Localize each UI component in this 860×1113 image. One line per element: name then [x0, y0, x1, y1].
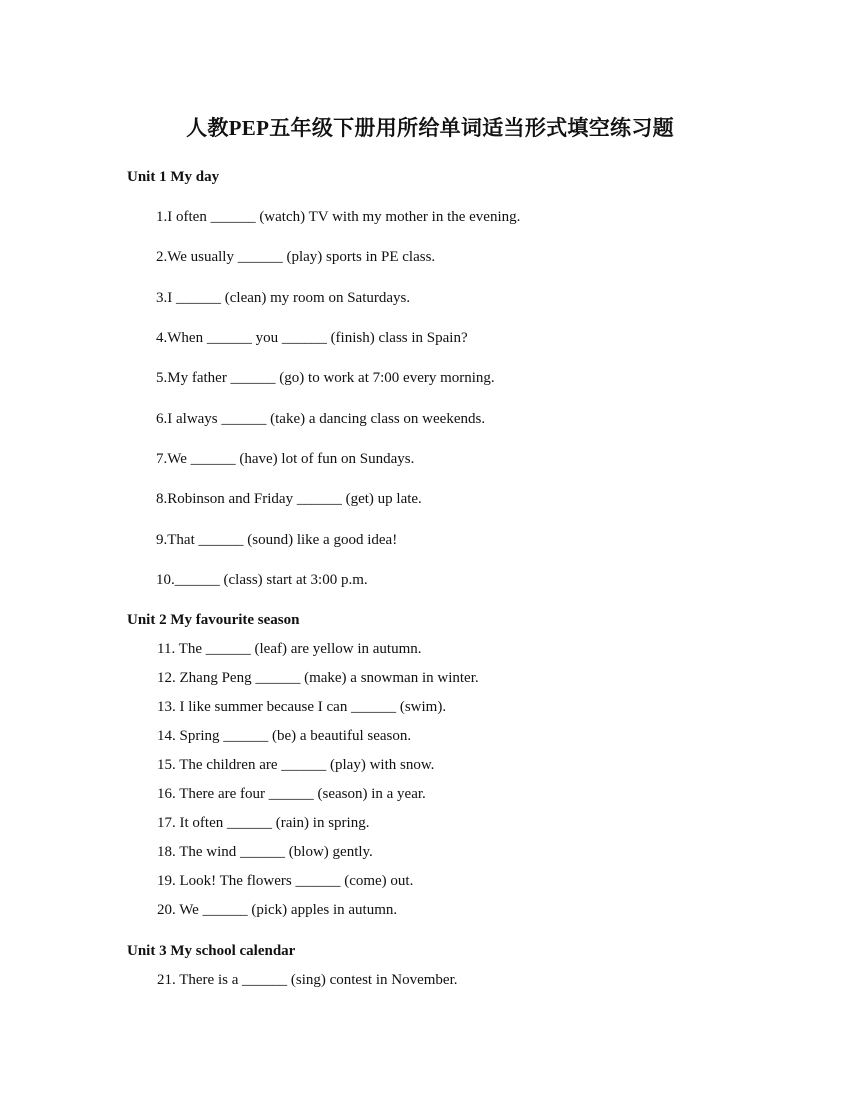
exercise-item-17: 17. It often ______ (rain) in spring. — [157, 815, 370, 831]
exercise-item-21: 21. There is a ______ (sing) contest in November. — [157, 972, 458, 988]
exercise-item-7: 7.We ______ (have) lot of fun on Sundays. — [156, 451, 415, 467]
unit-3-heading: Unit 3 My school calendar — [127, 943, 296, 959]
exercise-item-13: 13. I like summer because I can ______ (swim). — [157, 699, 447, 715]
exercise-item-19: 19. Look! The flowers ______ (come) out. — [157, 873, 414, 889]
exercise-item-15: 15. The children are ______ (play) with snow. — [157, 757, 435, 773]
exercise-item-8: 8.Robinson and Friday ______ (get) up late. — [156, 491, 422, 507]
exercise-item-1: 1.I often ______ (watch) TV with my mother in the evening. — [156, 209, 521, 225]
exercise-item-3: 3.I ______ (clean) my room on Saturdays. — [156, 290, 411, 306]
exercise-item-9: 9.That ______ (sound) like a good idea! — [156, 532, 398, 548]
exercise-item-20: 20. We ______ (pick) apples in autumn. — [157, 902, 398, 918]
page-title: 人教PEP五年级下册用所给单词适当形式填空练习题 — [186, 116, 674, 140]
exercise-item-6: 6.I always ______ (take) a dancing class on weekends. — [156, 411, 486, 427]
exercise-item-12: 12. Zhang Peng ______ (make) a snowman in winter. — [157, 670, 479, 686]
exercise-item-5: 5.My father ______ (go) to work at 7:00 every morning. — [156, 370, 495, 386]
exercise-item-16: 16. There are four ______ (season) in a year. — [157, 786, 426, 802]
exercise-item-10: 10.______ (class) start at 3:00 p.m. — [156, 572, 368, 588]
exercise-item-2: 2.We usually ______ (play) sports in PE class. — [156, 249, 436, 265]
exercise-item-14: 14. Spring ______ (be) a beautiful season. — [157, 728, 412, 744]
exercise-item-18: 18. The wind ______ (blow) gently. — [157, 844, 373, 860]
unit-1-heading: Unit 1 My day — [127, 169, 220, 185]
unit-2-heading: Unit 2 My favourite season — [127, 612, 300, 628]
exercise-item-11: 11. The ______ (leaf) are yellow in autumn. — [157, 641, 422, 657]
exercise-item-4: 4.When ______ you ______ (finish) class in Spain? — [156, 330, 468, 346]
